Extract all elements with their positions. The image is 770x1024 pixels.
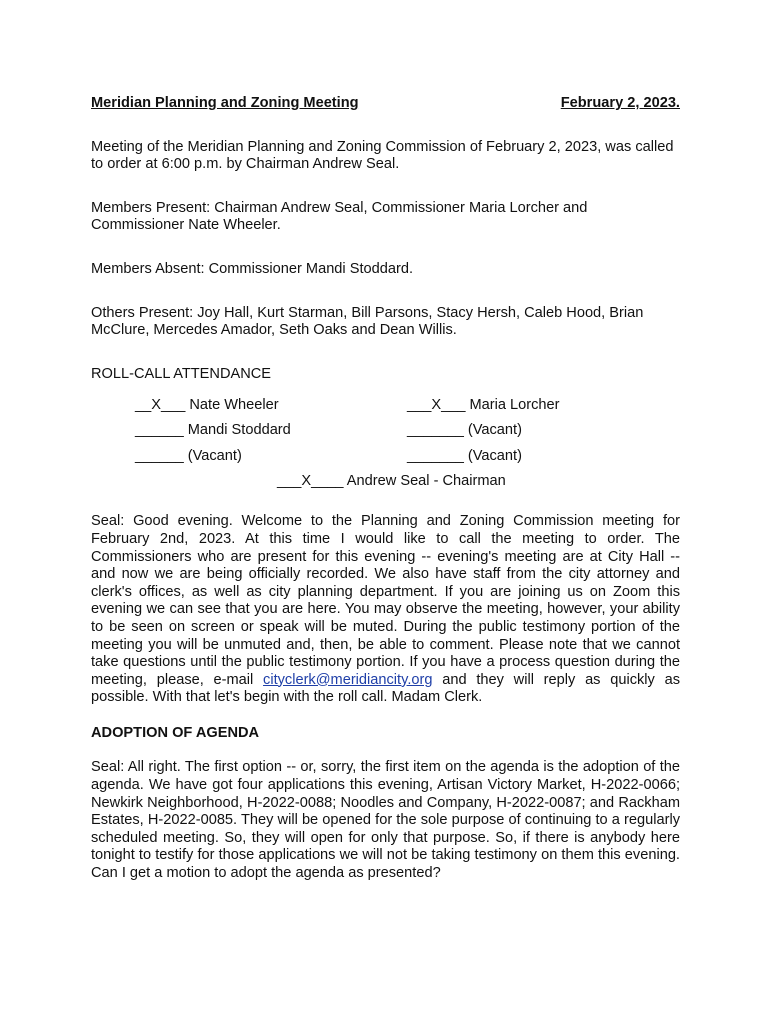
welcome-text-end: and they will reply as quickly as possible. With that let's begin with the roll call. Madam Clerk. [91,671,680,706]
welcome-paragraph [91,513,680,707]
agenda-heading: ADOPTION OF AGENDA [91,724,260,741]
members-absent-paragraph: Members Absent: Commissioner Mandi Stoddard. [91,260,414,277]
roll-entry-vacant: _______ (Vacant) [407,448,522,465]
roll-entry-nate-wheeler: __X___ Nate Wheeler [135,397,279,414]
roll-entry-vacant: ______ (Vacant) [135,448,242,465]
roll-call-table [91,397,680,507]
opening-paragraph: Meeting of the Meridian Planning and Zoning Commission of February 2, 2023, was called to order at 6:00 p.m. by Chairman Andrew Seal. [91,138,674,173]
roll-entry-maria-lorcher: ___X___ Maria Lorcher [407,397,560,414]
roll-entry-vacant: _______ (Vacant) [407,422,522,439]
roll-entry-chairman: ___X____ Andrew Seal - Chairman [277,473,506,490]
meeting-title: Meridian Planning and Zoning Meeting [91,95,359,111]
others-present-paragraph: Others Present: Joy Hall, Kurt Starman, Bill Parsons, Stacy Hersh, Caleb Hood, Brian McClure, Mercedes Amador, Seth Oaks and Dean Willis. [91,304,644,339]
meeting-date: February 2, 2023. [560,95,680,111]
welcome-text-start: Seal: Good evening. Welcome to the Planning and Zoning Commission meeting for February 2nd, 2023. At this time I would like to call the meeting to order. The Commissioners who are present for this evening -- evening's meeting are at City Hall -- and now we are being officially recorded. We also have staff from the city attorney and clerk's offices, as well as city planning department. If you are joining us on Zoom this evening we can see that you are here. You may observe the meeting, however, your ability to be seen on screen or speak will be muted. During the public testimony portion of the meeting you will be unmuted and, then, be able to comment. Please note that we cannot take questions until the public testimony portion. If you have a process question during the meeting, please, e-mail [91,513,680,688]
roll-entry-mandi-stoddard: ______ Mandi Stoddard [135,422,291,439]
document-page [91,95,680,883]
roll-call-title: ROLL-CALL ATTENDANCE [91,365,272,382]
email-link[interactable]: cityclerk@meridiancity.org [263,671,433,688]
agenda-paragraph: Seal: All right. The first option -- or, sorry, the first item on the agenda is the adoption of the agenda. We have got four applications this evening, Artisan Victory Market, H-2022-0066; Newkirk Neighborhood, H-2022-0088; Noodles and Company, H-2022-0087; and Rackham Estates, H-2022-0085. They will be opened for the sole purpose of continuing to a regularly scheduled meeting. So, they will open for only that purpose. So, if there is anybody here tonight to testify for those applications we will not be taking testimony on them this evening. Can I get a motion to adopt the agenda as presented? [91,759,680,882]
members-present-paragraph: Members Present: Chairman Andrew Seal, Commissioner Maria Lorcher and Commissioner Nate Wheeler. [91,199,588,234]
document-header [91,95,680,113]
